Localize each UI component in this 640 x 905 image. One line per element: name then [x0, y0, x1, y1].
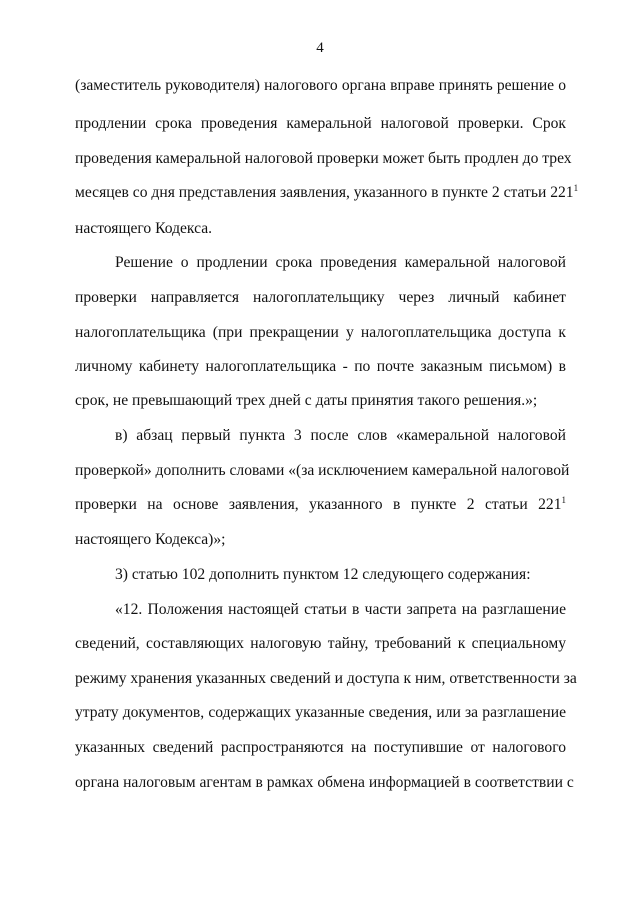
text-line: срок, не превышающий трех дней с даты принятия такого решения.»;	[75, 392, 538, 409]
superscript: 1	[573, 182, 579, 193]
text-line: продлении срока проведения камеральной налоговой проверки. Срок	[75, 115, 566, 132]
text-line: (заместитель руководителя) налогового органа вправе принять решение о	[75, 77, 566, 94]
text-line: в) абзац первый пункта 3 после слов «камеральной налоговой	[115, 427, 566, 444]
superscript: 1	[561, 494, 566, 505]
text-line: указанных сведений распространяются на поступившие от налогового	[75, 739, 566, 756]
text-line: проверкой» дополнить словами «(за исключением камеральной налоговой	[75, 462, 570, 479]
text-line: настоящего Кодекса)»;	[75, 531, 226, 548]
text-line: Решение о продлении срока проведения камеральной налоговой	[115, 254, 566, 271]
text-line: проверки направляется налогоплательщику через личный кабинет	[75, 289, 566, 306]
text-line: утрату документов, содержащих указанные сведения, или за разглашение	[75, 704, 566, 721]
text-line: настоящего Кодекса.	[75, 220, 213, 237]
text-line: 3) статью 102 дополнить пунктом 12 следующего содержания:	[115, 566, 531, 583]
text-line: проверки на основе заявления, указанного в пункте 2 статьи $221^1$	[75, 494, 566, 513]
text-line: «12. Положения настоящей статьи в части запрета на разглашение	[115, 601, 566, 618]
text-line: личному кабинету налогоплательщика - по почте заказным письмом) в	[75, 358, 566, 375]
text-line: органа налоговым агентам в рамках обмена информацией в соответствии с	[75, 774, 574, 791]
text-line: проведения камеральной налоговой проверки может быть продлен до трех	[75, 150, 572, 167]
text-line: режиму хранения указанных сведений и доступа к ним, ответственности за	[75, 670, 577, 687]
text-line: месяцев со дня представления заявления, указанного в пункте 2 статьи $221^1$	[75, 182, 579, 201]
text-line: сведений, составляющих налоговую тайну, требований к специальному	[75, 635, 566, 652]
text-line: налогоплательщика (при прекращении у налогоплательщика доступа к	[75, 324, 566, 341]
page-number: 4	[316, 40, 324, 56]
